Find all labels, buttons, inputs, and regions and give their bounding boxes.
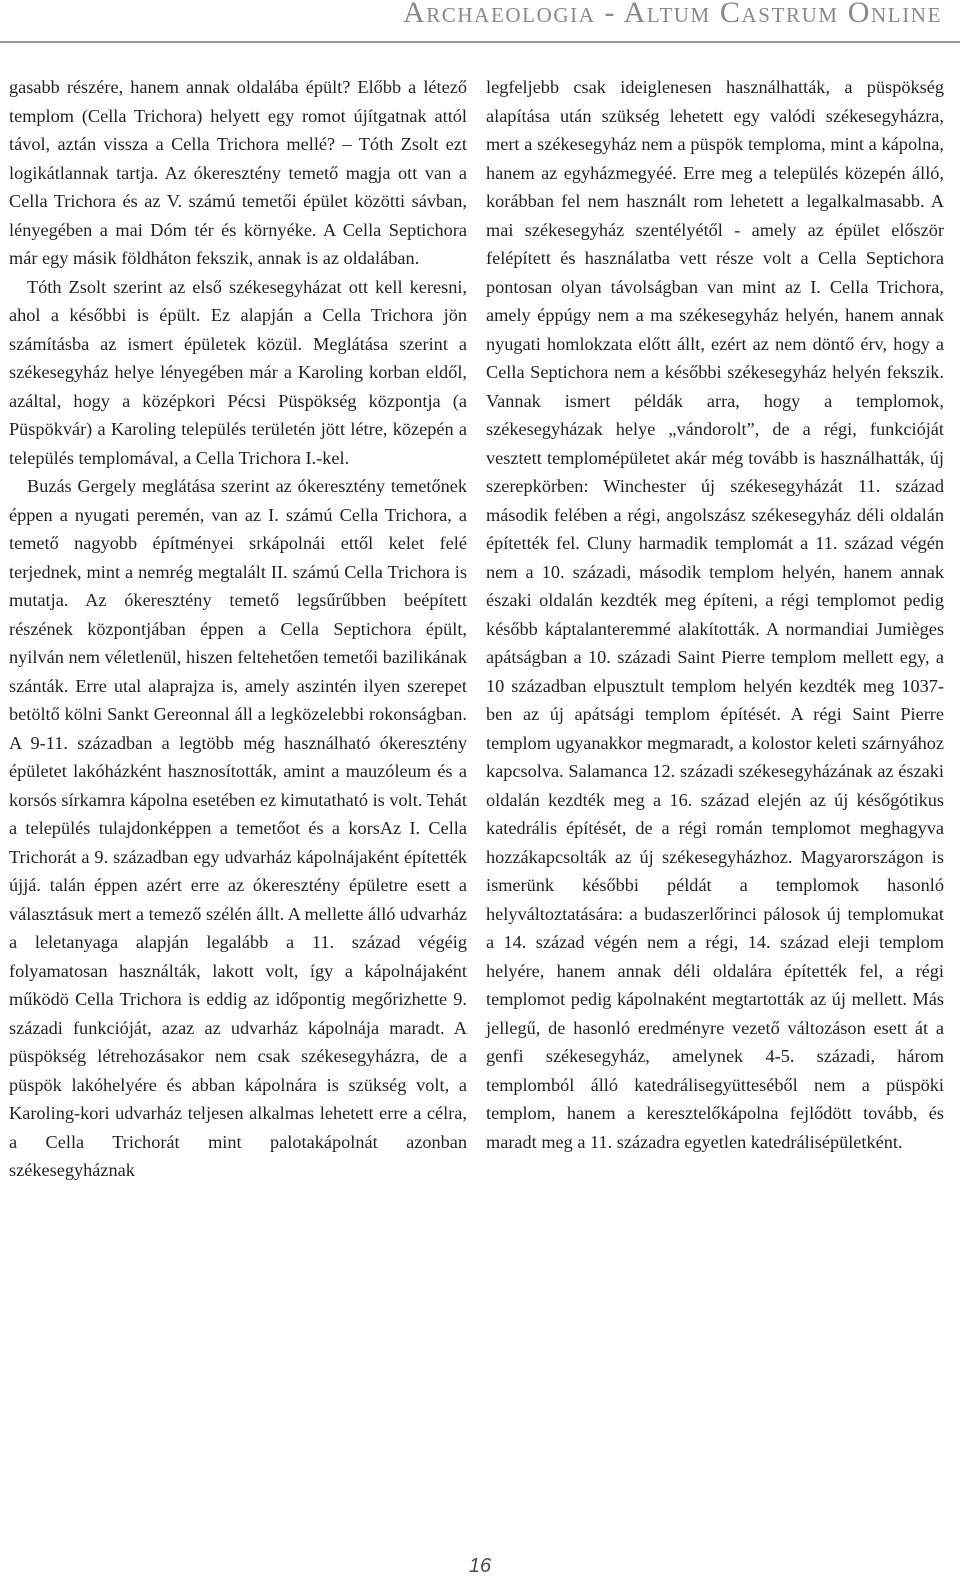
- paragraph: Tóth Zsolt szerint az első székesegyházat ott kell keresni, ahol a későbbi is épült. Ez alapján a Cella Trichora jön számításba az ismert épületek közül. Meglátása szerint a székesegyház helye lényegében már a Karoling korban eldől, azáltal, hogy a középkori Pécsi Püspökség központja (a Püspökvár) a Karoling település területén jött létre, közepén a település templomával, a Cella Trichora I.-kel.: [9, 276, 467, 468]
- page-number: 16: [468, 1555, 492, 1577]
- paragraph: gasabb részére, hanem annak oldalába épült? Előbb a létező templom (Cella Trichora) helyett egy romot újítgatnak attól távol, aztán vissza a Cella Trichora mellé? – Tóth Zsolt ezt logikátlannak tartja. Az ókeresztény temető magja ott van a Cella Trichora és az V. számú temetői épület közötti sávban, lényegében a mai Dóm tér és környéke. A Cella Septichora már egy másik földháton fekszik, annak is az oldalában.: [9, 77, 467, 268]
- header-rule: [0, 41, 960, 43]
- journal-title: Archaeologia - Altum Castrum Online: [402, 0, 942, 29]
- right-column: [486, 73, 944, 1156]
- running-header: [0, 0, 960, 40]
- paragraph: legfeljebb csak ideiglenesen használhatták, a püspökség alapítása után szükség lehetett egy valódi székesegyházra, mert a székesegyház nem a püspök temploma, mint a kápolna, hanem az egyházmegyéé. Erre meg a település közepén álló, korábban fel nem használt rom lehetett a legalkalmasabb. A mai székesegyház szentélyétől - amely az épület először felépített és használatba vett része volt a Cella Septichora pontosan olyan távolságban van mint az I. Cella Trichora, amely éppúgy nem a ma székesegyház helyén, hanem annak nyugati homlokzata előtt állt, ezért az nem döntő érv, hogy a Cella Septichora nem a későbbi székesegyház helyén fekszik. Vannak ismert példák arra, hogy a templomok, székesegyházak helye „vándorolt”, de a régi, funkcióját vesztett templomépületet akár még tovább is használhatták, új szerepkörben: Winchester új székesegyházát 11. század második felében a régi, angolszász székesegyház déli oldalán építették fel. Cluny harmadik templomát a 11. század végén nem a 10. századi, második templom helyén, hanem annak északi oldalán kezdték meg építeni, a régi templomot pedig később káptalanteremmé alakították. A normandiai Jumièges apátságban a 10. századi Saint Pierre templom mellett egy, a 10 században elpusztult templom helyén kezdték meg 1037-ben az új apátsági templom építését. A régi Saint Pierre templom ugyanakkor megmaradt, a kolostor keleti szárnyához kapcsolva. Salamanca 12. századi székesegyházának az északi oldalán kezdték meg a 16. század elején az új későgótikus katedrális építését, de a régi román templomot meghagyva hozzákapcsolták az új székesegyházhoz. Magyarországon is ismerünk későbbi példát a templomok hasonló helyváltoztatására: a budaszerlőrinci pálosok új templomukat a 14. század végén nem a régi, 14. század eleji templom helyére, hanem annak déli oldalára építették fel, a régi templomot pedig kápolnaként megtartották az új mellett. Más jellegű, de hasonló eredményre vezető változáson esett át a genfi székesegyház, amelynek 4-5. századi, három templomból álló katedrálisegyütteséből nem a püspöki templom, hanem a keresztelőkápolna fejlődött tovább, és maradt meg a 11. századra egyetlen katedrálisépületként.: [486, 77, 944, 1152]
- left-column: [9, 73, 467, 1185]
- paragraph: Buzás Gergely meglátása szerint az ókeresztény temetőnek éppen a nyugati peremén, van az I. számú Cella Trichora, a temető nagyobb építményei srkápolnái ettől kelet felé terjednek, mint a nemrég megtalált II. számú Cella Trichora is mutatja. Az ókeresztény temető legsűrűbben beépített részének központjában éppen a Cella Septichora épült, nyilván nem véletlenül, hiszen feltehetően temetői bazilikának szánták. Erre utal alaprajza is, amely aszintén ilyen szerepet betöltő kölni Sankt Gereonnal áll a legközelebbi rokonságban. A 9-11. században a legtöbb még használható ókeresztény épületet lakóházként hasznosították, amint a mauzóleum és a korsós sírkamra kápolna esetében ez kimutatható is volt. Tehát a település tulajdonképpen a temetőot és a korsAz I. Cella Trichorát a 9. században egy udvarház kápolnájaként építették újjá. talán éppen azért erre az ókeresztény épületre esett a választásuk mert a temező szélén állt. A mellette álló udvarház a leletanyaga alapján legalább a 11. század végéig folyamatosan használták, lakott volt, így a kápolnájaként működö Cella Trichora is eddig az időpontig megőrizhette 9. századi funkcióját, azaz az udvarház kápolnája maradt. A püspökség létrehozásakor nem csak székesegyházra, de a püspök lakóhelyére és abban kápolnára is szükség volt, a Karoling-kori udvarház teljesen alkalmas lehetett erre a célra, a Cella Trichorát mint palotakápolnát azonban székesegyháznak: [9, 476, 467, 1180]
